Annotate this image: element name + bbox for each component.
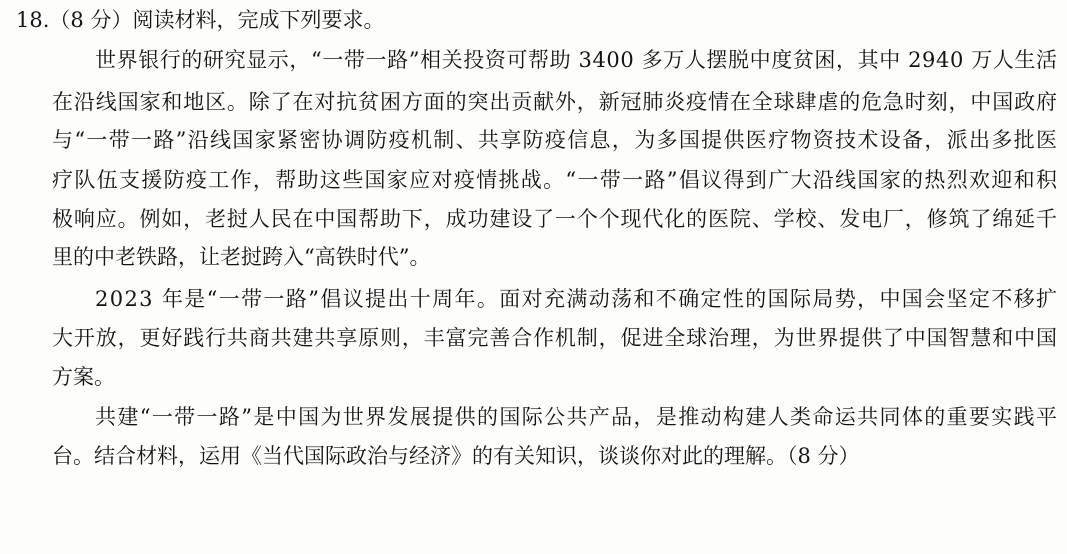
question-number: 18.: [16, 8, 50, 32]
paragraph-1-line-4: [52, 164, 1057, 196]
paragraph-1-text-5: 极响应。例如，老挝人民在中国帮助下，成功建设了一个个现代化的医院、学校、发电厂，修筑了绵延千: [52, 207, 1058, 231]
paragraph-1-text-6: 里的中老铁路，让老挝跨入“高铁时代”。: [52, 245, 431, 269]
paragraph-2-line-3: [52, 361, 115, 393]
paragraph-3-text-2: 台。结合材料，运用《当代国际政治与经济》的有关知识，谈谈你对此的理解。（8 分）: [52, 444, 860, 468]
question-header-line: [16, 4, 384, 36]
paragraph-2-line-2: [52, 322, 1057, 354]
paragraph-3-text-1: 共建“一带一路”是中国为世界发展提供的国际公共产品，是推动构建人类命运共同体的重要实践平: [95, 405, 1059, 429]
paragraph-1-text-2: 在沿线国家和地区。除了在对抗贫困方面的突出贡献外，新冠肺炎疫情在全球肆虐的危急时刻，中国政府: [52, 90, 1058, 114]
question-header: （8 分）阅读材料，完成下列要求。: [49, 8, 385, 32]
paragraph-1-text-3: 与“一带一路”沿线国家紧密协调防疫机制、共享防疫信息，为多国提供医疗物资技术设备，派出多批医: [52, 128, 1059, 152]
paragraph-1-line-3: [52, 124, 1057, 156]
paragraph-3-line-2: [52, 440, 860, 472]
paragraph-1-text-4: 疗队伍支援防疫工作，帮助这些国家应对疫情挑战。“一带一路”倡议得到广大沿线国家的热烈欢迎和积: [52, 168, 1059, 192]
paragraph-1-line-6: [52, 241, 430, 273]
paragraph-1-line-1: [95, 44, 1057, 76]
paragraph-2-text-3: 方案。: [52, 365, 115, 389]
paragraph-1-text-1: 世界银行的研究显示，“一带一路”相关投资可帮助 3400 多万人摆脱中度贫困，其中 2940 万人生活: [95, 48, 1058, 72]
paragraph-2-text-2: 大开放，更好践行共商共建共享原则，丰富完善合作机制，促进全球治理，为世界提供了中国智慧和中国: [52, 326, 1058, 350]
paragraph-2-text-1: 2023 年是“一带一路”倡议提出十周年。面对充满动荡和不确定性的国际局势，中国会坚定不移扩: [95, 287, 1059, 311]
paragraph-1-line-5: [52, 203, 1057, 235]
paragraph-2-line-1: [95, 283, 1057, 315]
paragraph-3-line-1: [95, 401, 1057, 433]
paragraph-1-line-2: [52, 86, 1057, 118]
